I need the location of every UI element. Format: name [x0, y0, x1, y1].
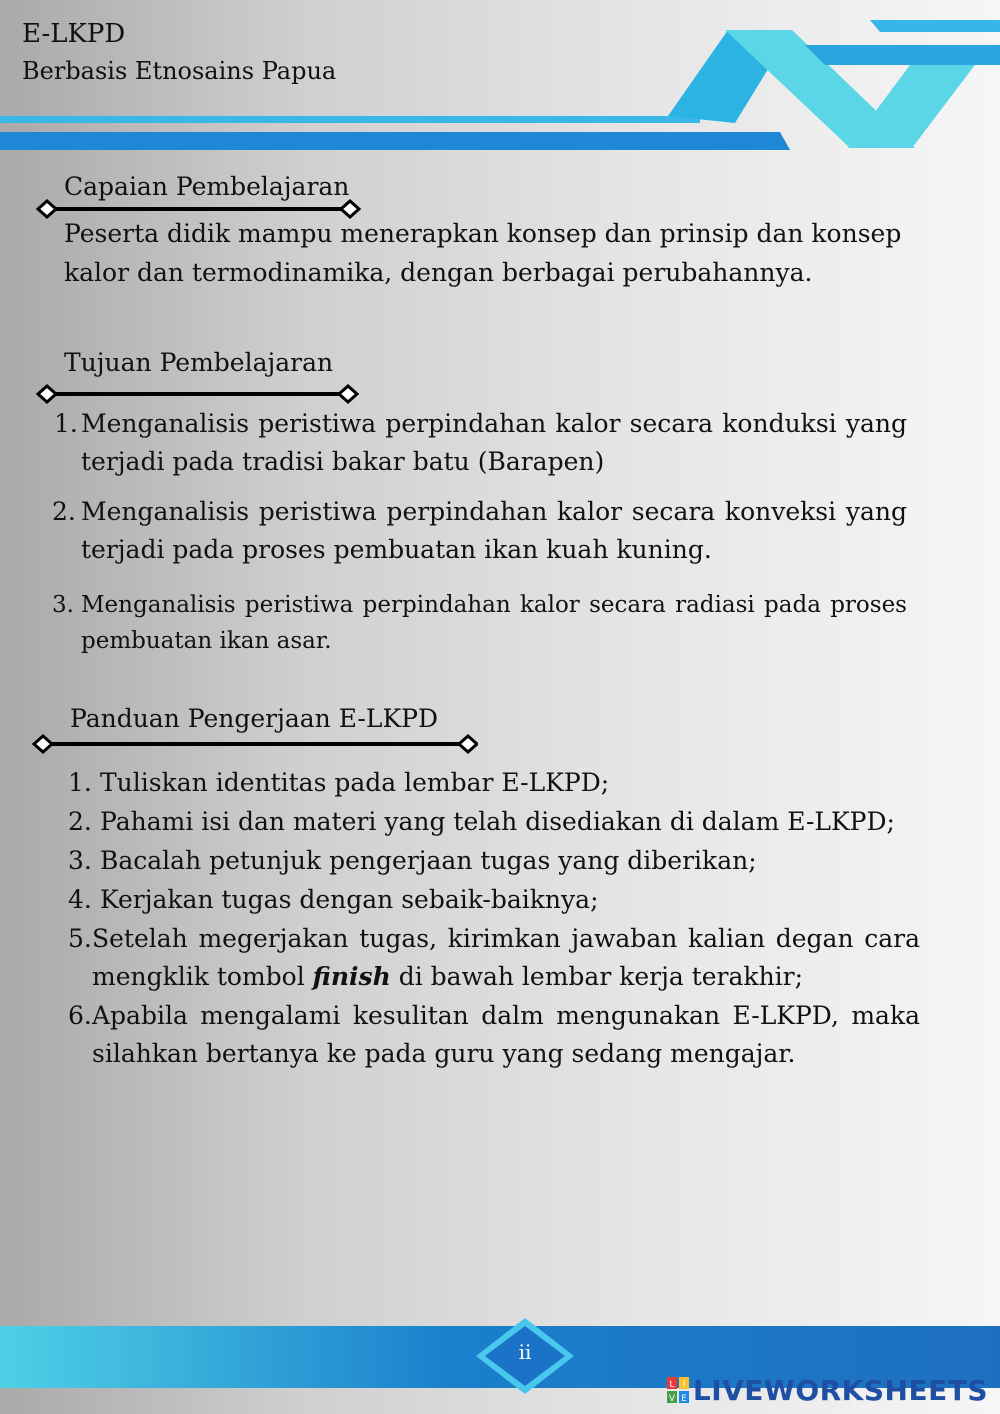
panduan-item-6-text: Apabila mengalami kesulitan dalm mengunakan E-LKPD, maka silahkan bertanya ke pada guru yang sedang mengajar.: [92, 1001, 920, 1068]
tujuan-item-3-number: 3.: [52, 592, 74, 618]
tujuan-item-1-number: 1.: [54, 409, 78, 438]
liveworksheets-brand[interactable]: [667, 1373, 988, 1407]
panduan-item-3-number: 3.: [68, 846, 92, 875]
tujuan-item-3: [52, 587, 907, 659]
tujuan-heading: Tujuan Pembelajaran: [64, 348, 334, 377]
liveworksheets-logo-icon: [667, 1377, 689, 1403]
tujuan-divider: [36, 383, 362, 405]
panduan-item-2: [68, 803, 920, 841]
panduan-list: [68, 764, 920, 1073]
tujuan-item-2-text: Menganalisis peristiwa perpindahan kalor secara konveksi yang terjadi pada proses pembuatan ikan kuah kuning.: [81, 497, 907, 564]
logo-letter-i: I: [682, 1380, 686, 1390]
capaian-line-2: kalor dan termodinamika, dengan berbagai perubahannya.: [64, 258, 813, 287]
panduan-item-5-text: [92, 920, 920, 996]
panduan-item-5: [68, 920, 920, 996]
finish-emphasis: finish: [312, 962, 391, 991]
panduan-item-2-text: Pahami isi dan materi yang telah disediakan di dalam E-LKPD;: [100, 807, 895, 836]
panduan-item-3-text: Bacalah petunjuk pengerjaan tugas yang diberikan;: [100, 846, 757, 875]
tujuan-item-3-text: Menganalisis peristiwa perpindahan kalor secara radiasi pada proses pembuatan ikan asar.: [81, 592, 907, 654]
tujuan-item-1: [54, 405, 907, 481]
panduan-item-3: [68, 842, 920, 880]
panduan-item-5-text-before: Setelah megerjakan tugas, kirimkan jawaban kalian degan cara mengklik tombol: [92, 924, 920, 991]
panduan-item-2-number: 2.: [68, 807, 92, 836]
capaian-heading: Capaian Pembelajaran: [64, 172, 350, 201]
panduan-divider: [32, 733, 478, 755]
capaian-line-1: Peserta didik mampu menerapkan konsep dan prinsip dan konsep: [64, 219, 902, 248]
panduan-item-5-text-after: di bawah lembar kerja terakhir;: [390, 962, 804, 991]
liveworksheets-text: LIVEWORKSHEETS: [692, 1373, 988, 1407]
panduan-item-1-number: 1.: [68, 768, 92, 797]
panduan-item-6: [68, 997, 920, 1073]
logo-letter-e: E: [681, 1394, 687, 1403]
panduan-item-1: [68, 764, 920, 802]
panduan-heading: Panduan Pengerjaan E-LKPD: [70, 704, 439, 733]
panduan-item-4: [68, 881, 920, 919]
panduan-item-5-number: 5.: [68, 924, 92, 953]
capaian-text: [64, 214, 944, 292]
panduan-item-4-text: Kerjakan tugas dengan sebaik-baiknya;: [100, 885, 599, 914]
header-subtitle: Berbasis Etnosains Papua: [22, 57, 337, 85]
panduan-item-6-number: 6.: [68, 1001, 92, 1030]
tujuan-item-2: [52, 493, 907, 569]
panduan-item-1-text: Tuliskan identitas pada lembar E-LKPD;: [100, 768, 610, 797]
header-title: E-LKPD: [22, 19, 126, 49]
tujuan-item-2-number: 2.: [52, 497, 76, 526]
tujuan-item-1-text: Menganalisis peristiwa perpindahan kalor secara konduksi yang terjadi pada tradisi bakar batu (Barapen): [81, 409, 907, 476]
logo-letter-l: L: [669, 1380, 675, 1390]
panduan-item-4-number: 4.: [68, 885, 92, 914]
page-number: ii: [518, 1340, 532, 1364]
logo-letter-v: V: [668, 1394, 675, 1403]
